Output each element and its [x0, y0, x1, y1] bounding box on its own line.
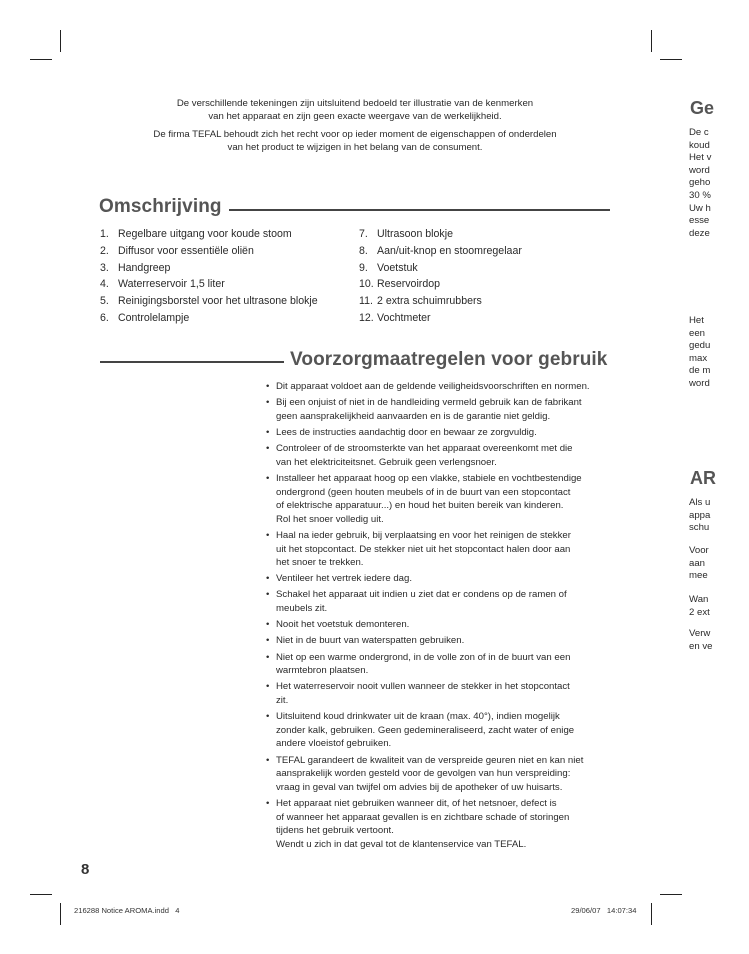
parts-list-item	[359, 293, 522, 310]
precaution-line: Niet in de buurt van waterspatten gebruiken.	[276, 635, 465, 647]
footer-file-name: 216288 Notice AROMA.indd 4	[74, 906, 180, 915]
bullet-icon: •	[266, 681, 270, 693]
precaution-line: TEFAL garandeert de kwaliteit van de verspreide geuren niet en kan niet	[276, 754, 584, 766]
parts-item-number: 6.	[100, 311, 109, 324]
precaution-line: tijdens het gebruik vertoont.	[276, 825, 394, 837]
adjacent-text-line: deze	[689, 227, 710, 239]
adjacent-text-line: koud	[689, 139, 710, 151]
precaution-line: Haal na ieder gebruik, bij verplaatsing en voor het reinigen de stekker	[276, 529, 571, 541]
parts-item-number: 10.	[359, 278, 374, 291]
adjacent-text-line: Het	[689, 315, 704, 326]
crop-mark	[60, 30, 61, 52]
parts-item-label: Controlelampje	[118, 311, 190, 324]
precautions-heading: Voorzorgmaatregelen voor gebruik	[290, 349, 608, 370]
precaution-item	[266, 442, 612, 469]
precaution-line: warmtebron plaatsen.	[276, 665, 369, 677]
precaution-item	[266, 472, 612, 526]
bullet-icon: •	[266, 472, 270, 484]
parts-list-item	[100, 276, 318, 293]
precaution-line: het snoer te trekken.	[276, 557, 364, 569]
precaution-line: andere vloeistof gebruiken.	[276, 738, 392, 750]
intro-line: De firma TEFAL behoudt zich het recht voor op ieder moment de eigenschappen of onderdelen	[153, 128, 557, 140]
precaution-item	[266, 797, 612, 851]
precaution-line: of elektrische apparatuur...) en houd het buiten bereik van kinderen.	[276, 500, 564, 512]
parts-item-label: Reservoirdop	[377, 278, 441, 291]
adjacent-text-line: de m	[689, 365, 711, 377]
precaution-item	[266, 710, 612, 751]
adjacent-text-line: appa	[689, 509, 711, 521]
adjacent-text-line: max	[689, 352, 708, 364]
adjacent-text-line: schu	[689, 522, 710, 534]
page-number: 8	[81, 861, 90, 878]
parts-item-number: 5.	[100, 295, 109, 308]
bullet-icon: •	[266, 651, 270, 663]
adjacent-heading-1: Ge	[690, 98, 715, 118]
precaution-line: Bij een onjuist of niet in de handleiding vermeld gebruik kan de fabrikant	[276, 397, 582, 409]
intro-line: De verschillende tekeningen zijn uitsluitend bedoeld ter illustratie van de kenmerken	[176, 98, 534, 109]
precaution-line: geen aansprakelijkheid aanvaarden en is de garantie niet geldig.	[276, 410, 551, 422]
adjacent-text-block	[689, 497, 710, 535]
adjacent-page-fragment	[689, 0, 749, 954]
parts-item-label: Vochtmeter	[377, 311, 431, 324]
adjacent-text-block	[689, 545, 709, 583]
precaution-line: van het elektriciteitsnet. Gebruik geen verlengsnoer.	[276, 456, 497, 468]
precaution-item	[266, 426, 612, 440]
parts-item-label: Diffusor voor essentiële oliën	[118, 244, 254, 257]
parts-list-item	[359, 243, 522, 260]
precaution-line: Wendt u zich in dat geval tot de klantenservice van TEFAL.	[276, 838, 527, 850]
bullet-icon: •	[266, 711, 270, 723]
precaution-item	[266, 651, 612, 678]
parts-item-label: Handgreep	[118, 261, 171, 274]
adjacent-text-line: De c	[689, 127, 709, 138]
parts-list-item	[100, 293, 318, 310]
intro-disclaimer	[112, 97, 598, 159]
parts-list-left	[100, 226, 318, 327]
precaution-item	[266, 572, 612, 586]
adjacent-text-line: Verw	[689, 628, 711, 639]
precaution-line: Dit apparaat voldoet aan de geldende veiligheidsvoorschriften en normen.	[276, 381, 590, 392]
adjacent-text-line: word	[689, 377, 710, 389]
parts-item-label: Waterreservoir 1,5 liter	[118, 278, 225, 291]
parts-list-item	[100, 226, 318, 243]
precaution-item	[266, 754, 612, 795]
bullet-icon: •	[266, 619, 270, 631]
precaution-item	[266, 588, 612, 615]
precaution-item	[266, 680, 612, 707]
crop-mark	[60, 903, 61, 925]
precaution-line: Installeer het apparaat hoog op een vlakke, stabiele en vochtbestendige	[276, 472, 582, 484]
crop-mark	[651, 30, 652, 52]
precaution-line: Controleer of de stroomsterkte van het apparaat overeenkomt met die	[276, 443, 573, 455]
parts-list-right	[359, 226, 522, 327]
parts-item-number: 11.	[359, 295, 373, 308]
adjacent-text-line: een	[689, 327, 706, 339]
parts-list-item	[359, 310, 522, 327]
adjacent-text-block	[689, 594, 710, 619]
adjacent-text-block	[689, 127, 711, 240]
parts-item-label: Regelbare uitgang voor koude stoom	[118, 228, 292, 240]
precaution-line: uit het stopcontact. De stekker niet uit het stopcontact halen door aan	[276, 543, 571, 555]
precautions-heading-rule	[100, 361, 284, 363]
bullet-icon: •	[266, 529, 270, 541]
precaution-line: aansprakelijk worden gesteld voor de gevolgen van hun verspreiding:	[276, 768, 571, 780]
precaution-item	[266, 634, 612, 648]
bullet-icon: •	[266, 754, 270, 766]
parts-item-number: 3.	[100, 261, 109, 274]
precaution-line: ondergrond (geen houten meubels of in de buurt van een stopcontact	[276, 486, 571, 498]
precaution-item	[266, 618, 612, 632]
adjacent-text-line: Het v	[689, 152, 712, 164]
adjacent-text-line: esse	[689, 215, 710, 227]
parts-list-item	[100, 243, 318, 260]
bullet-icon: •	[266, 426, 270, 438]
precaution-item	[266, 529, 612, 570]
precaution-line: Rol het snoer volledig uit.	[276, 513, 384, 525]
parts-item-label: Voetstuk	[377, 261, 418, 274]
parts-item-number: 9.	[359, 261, 368, 274]
adjacent-text-line: word	[689, 164, 710, 176]
precaution-line: Het waterreservoir nooit vullen wanneer de stekker in het stopcontact	[276, 681, 570, 693]
adjacent-text-line: geho	[689, 177, 711, 189]
parts-item-label: Ultrasoon blokje	[377, 228, 453, 240]
parts-list-item	[359, 276, 522, 293]
precaution-line: Nooit het voetstuk demonteren.	[276, 619, 410, 631]
adjacent-text-block	[689, 628, 712, 653]
footer-datetime: 29/06/07 14:07:34	[571, 906, 637, 915]
precaution-line: meubels zit.	[276, 603, 328, 615]
adjacent-text-line: Uw h	[689, 202, 711, 214]
adjacent-text-line: Voor	[689, 545, 709, 556]
intro-line: van het apparaat en zijn geen exacte weergave van de werkelijkheid.	[208, 111, 502, 123]
precaution-line: zit.	[276, 695, 289, 706]
crop-mark	[30, 59, 52, 60]
precaution-line: Lees de instructies aandachtig door en bewaar ze zorgvuldig.	[276, 426, 537, 438]
parts-item-label: Aan/uit-knop en stoomregelaar	[377, 244, 522, 257]
adjacent-text-line: Als u	[689, 497, 711, 508]
description-heading: Omschrijving	[99, 196, 222, 217]
parts-list-item	[359, 260, 522, 277]
precaution-line: zonder kalk, gebruiken. Geen gedemineraliseerd, zacht water of enige	[276, 724, 575, 736]
bullet-icon: •	[266, 397, 270, 409]
bullet-icon: •	[266, 635, 270, 647]
precaution-line: Ventileer het vertrek iedere dag.	[276, 573, 412, 585]
bullet-icon: •	[266, 589, 270, 601]
precautions-list	[266, 380, 612, 854]
adjacent-text-line: Wan	[689, 594, 709, 605]
bullet-icon: •	[266, 443, 270, 455]
parts-item-label: Reinigingsborstel voor het ultrasone blokje	[118, 295, 318, 308]
adjacent-text-line: 2 ext	[689, 606, 710, 618]
crop-mark	[660, 894, 682, 895]
precaution-line: vraag in geval van twijfel om advies bij de apotheker of uw huisarts.	[276, 781, 563, 793]
parts-list-item	[100, 260, 318, 277]
precaution-line: Niet op een warme ondergrond, in de volle zon of in de buurt van een	[276, 651, 571, 663]
parts-list-item	[100, 310, 318, 327]
precaution-item	[266, 380, 612, 394]
intro-line: van het product te wijzigen in het belang van de consument.	[227, 142, 483, 154]
crop-mark	[660, 59, 682, 60]
description-heading-rule	[229, 209, 610, 211]
crop-mark	[651, 903, 652, 925]
adjacent-text-line: mee	[689, 570, 708, 582]
adjacent-text-line: 30 %	[689, 189, 711, 201]
parts-item-number: 8.	[359, 244, 368, 257]
bullet-icon: •	[266, 381, 270, 392]
adjacent-text-line: aan	[689, 557, 706, 569]
parts-item-number: 7.	[359, 228, 368, 240]
precaution-line: Het apparaat niet gebruiken wanneer dit, of het netsnoer, defect is	[276, 797, 557, 809]
adjacent-text-block	[689, 315, 710, 391]
precaution-line: of wanneer het apparaat gevallen is en zichtbare schade of storingen	[276, 811, 570, 823]
adjacent-heading-2: AR	[690, 468, 716, 488]
parts-item-number: 1.	[100, 228, 109, 240]
parts-item-number: 2.	[100, 244, 109, 257]
bullet-icon: •	[266, 573, 270, 585]
adjacent-text-line: gedu	[689, 340, 711, 352]
precaution-line: Uitsluitend koud drinkwater uit de kraan (max. 40°), indien mogelijk	[276, 711, 560, 723]
precaution-item	[266, 396, 612, 423]
intro-paragraph-1	[112, 97, 598, 124]
parts-item-number: 4.	[100, 278, 109, 291]
crop-mark	[30, 894, 52, 895]
parts-item-label: 2 extra schuimrubbers	[377, 295, 482, 308]
intro-paragraph-2	[112, 128, 598, 155]
bullet-icon: •	[266, 797, 270, 809]
adjacent-text-line: en ve	[689, 640, 713, 652]
parts-item-number: 12.	[359, 311, 374, 324]
parts-list-item	[359, 226, 522, 243]
precaution-line: Schakel het apparaat uit indien u ziet dat er condens op de ramen of	[276, 589, 567, 601]
